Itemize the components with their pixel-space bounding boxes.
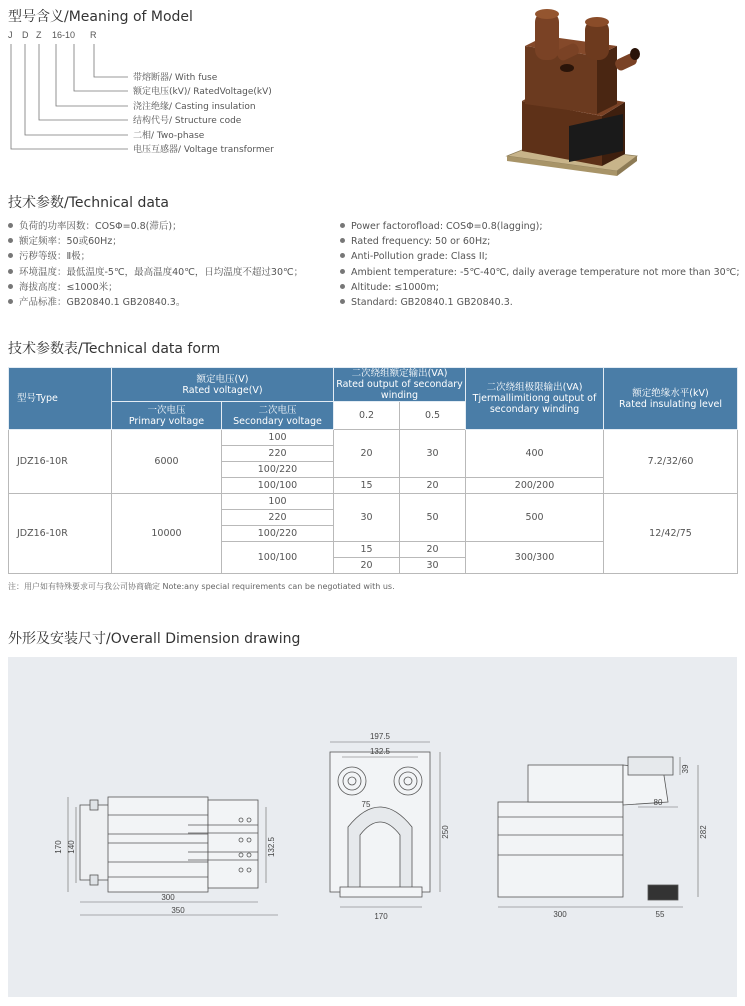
model-letter-j: J (8, 30, 13, 40)
header-limit-output: 二次绕组极限输出(VA) Tjermallimitiong output of secondary winding (466, 368, 604, 430)
front-view-drawing (330, 752, 430, 897)
cell-secondary: 100 (222, 430, 334, 446)
dim-side-width: 300 (161, 893, 175, 902)
cell-limit: 400 (466, 430, 604, 478)
model-meaning-phase: 二相/ Two-phase (133, 131, 205, 141)
tech-data-en-item: Power factorofload: COSΦ=0.8(lagging); (340, 219, 740, 234)
model-meaning-transformer: 电压互感器/ Voltage transformer (133, 145, 274, 155)
cell-secondary: 220 (222, 510, 334, 526)
cell-output-05: 50 (400, 494, 466, 542)
cell-primary: 10000 (112, 494, 222, 574)
drawing-section-title: 外形及安装尺寸/Overall Dimension drawing (8, 631, 301, 647)
table-row (9, 430, 738, 446)
dim-front-radius: 75 (361, 800, 371, 809)
cell-primary: 6000 (112, 430, 222, 494)
header-rated-output: 二次绕组额定输出(VA) Rated output of secondary winding (334, 368, 466, 402)
header-secondary: 二次电压 Secondary voltage (222, 402, 334, 430)
header-class-05: 0.5 (400, 402, 466, 430)
tech-section-title: 技术参数/Technical data (8, 195, 169, 211)
model-meaning-casting: 浇注绝缘/ Casting insulation (133, 102, 256, 112)
tech-data-cn-item: 产品标准：GB20840.1 GB20840.3。 (8, 295, 303, 310)
bullet-icon (340, 299, 345, 304)
tech-data-cn-item: 额定频率：50或60Hz； (8, 234, 303, 249)
cell-output-05: 20 (400, 542, 466, 558)
tech-data-en-item: Ambient temperature: -5℃-40℃, daily average temperature not more than 30℃; (340, 265, 740, 280)
tech-data-cn-item: 负荷的功率因数：COSΦ=0.8(滞后)； (8, 219, 303, 234)
cell-output-02: 15 (334, 542, 400, 558)
cell-insulation: 12/42/75 (604, 494, 738, 574)
bullet-icon (8, 253, 13, 258)
dim-end-height: 282 (699, 825, 708, 839)
header-rated-voltage: 额定电压(V) Rated voltage(V) (112, 368, 334, 402)
header-class-02: 0.2 (334, 402, 400, 430)
dim-end-offset: 80 (653, 798, 663, 807)
cell-output-02: 30 (334, 494, 400, 542)
tech-data-en-item: Anti-Pollution grade: Class II; (340, 249, 740, 264)
cell-secondary: 100 (222, 494, 334, 510)
tech-data-cn-item: 污秽等级：Ⅱ极； (8, 249, 303, 264)
dimension-drawing-panel (8, 657, 737, 997)
cell-limit: 300/300 (466, 542, 604, 574)
bullet-icon (340, 253, 345, 258)
cell-insulation: 7.2/32/60 (604, 430, 738, 494)
bullet-icon (340, 269, 345, 274)
cell-limit: 200/200 (466, 478, 604, 494)
bullet-icon (340, 223, 345, 228)
dim-front-mid-width: 132.5 (369, 747, 391, 756)
dim-end-width: 300 (553, 910, 567, 919)
cell-type: JDZ16-10R (9, 430, 112, 494)
header-primary: 一次电压 Primary voltage (112, 402, 222, 430)
dim-side-length: 350 (171, 906, 185, 915)
dim-side-right-height: 132.5 (267, 836, 276, 858)
cell-output-02: 20 (334, 558, 400, 574)
cell-secondary: 100/220 (222, 462, 334, 478)
header-type: 型号Type (9, 368, 112, 430)
cell-output-05: 30 (400, 558, 466, 574)
cell-limit: 500 (466, 494, 604, 542)
model-code-diagram (8, 30, 308, 160)
cell-output-02: 15 (334, 478, 400, 494)
model-letter-r: R (90, 30, 97, 40)
model-letter-z: Z (36, 30, 42, 40)
dim-end-top: 39 (681, 764, 690, 774)
bullet-icon (8, 284, 13, 289)
cell-output-05: 30 (400, 430, 466, 478)
tech-data-en-item: Altitude: ≤1000m; (340, 280, 740, 295)
cell-secondary: 220 (222, 446, 334, 462)
cell-secondary: 100/100 (222, 478, 334, 494)
bullet-icon (8, 269, 13, 274)
model-letter-d: D (22, 30, 29, 40)
dim-front-height: 250 (441, 825, 450, 839)
cell-secondary: 100/220 (222, 526, 334, 542)
table-row (9, 494, 738, 510)
model-section-title: 型号含义/Meaning of Model (8, 9, 193, 25)
product-photo (497, 6, 647, 181)
cell-output-05: 20 (400, 478, 466, 494)
tech-data-cn-list (8, 219, 303, 310)
bullet-icon (8, 223, 13, 228)
dimension-drawings (8, 657, 737, 997)
dim-end-width2: 55 (655, 910, 665, 919)
cell-secondary: 100/100 (222, 542, 334, 574)
dim-side-height: 170 (54, 840, 63, 854)
end-view-drawing (498, 757, 678, 900)
tech-data-cn-item: 环境温度：最低温度-5℃，最高温度40℃，日均温度不超过30℃； (8, 265, 303, 280)
tech-data-en-item: Standard: GB20840.1 GB20840.3. (340, 295, 740, 310)
tech-data-en-list (340, 219, 740, 310)
dim-front-top-width: 197.5 (369, 732, 391, 741)
bullet-icon (340, 238, 345, 243)
cell-output-02: 20 (334, 430, 400, 478)
bullet-icon (8, 238, 13, 243)
model-meaning-structure: 结构代号/ Structure code (133, 116, 242, 126)
model-meaning-voltage: 额定电压(kV)/ RatedVoltage(kV) (133, 87, 272, 97)
tech-data-en-item: Rated frequency: 50 or 60Hz; (340, 234, 740, 249)
header-insulation: 额定绝缘水平(kV) Rated insulating level (604, 368, 738, 430)
table-note: 注：用户如有特殊要求可与我公司协商确定 Note:any special requirements can be negotiated with us. (8, 582, 395, 591)
side-view-drawing (80, 797, 258, 892)
tech-data-cn-item: 海拔高度：≤1000米； (8, 280, 303, 295)
dim-front-base-width: 170 (374, 912, 388, 921)
dim-side-inner-height: 140 (67, 840, 76, 854)
table-section-title: 技术参数表/Technical data form (8, 341, 221, 357)
bullet-icon (8, 299, 13, 304)
cell-type: JDZ16-10R (9, 494, 112, 574)
model-letter-num: 16-10 (52, 30, 76, 40)
bullet-icon (340, 284, 345, 289)
spec-table (8, 367, 738, 574)
model-meaning-fuse: 带熔断器/ With fuse (133, 73, 218, 83)
